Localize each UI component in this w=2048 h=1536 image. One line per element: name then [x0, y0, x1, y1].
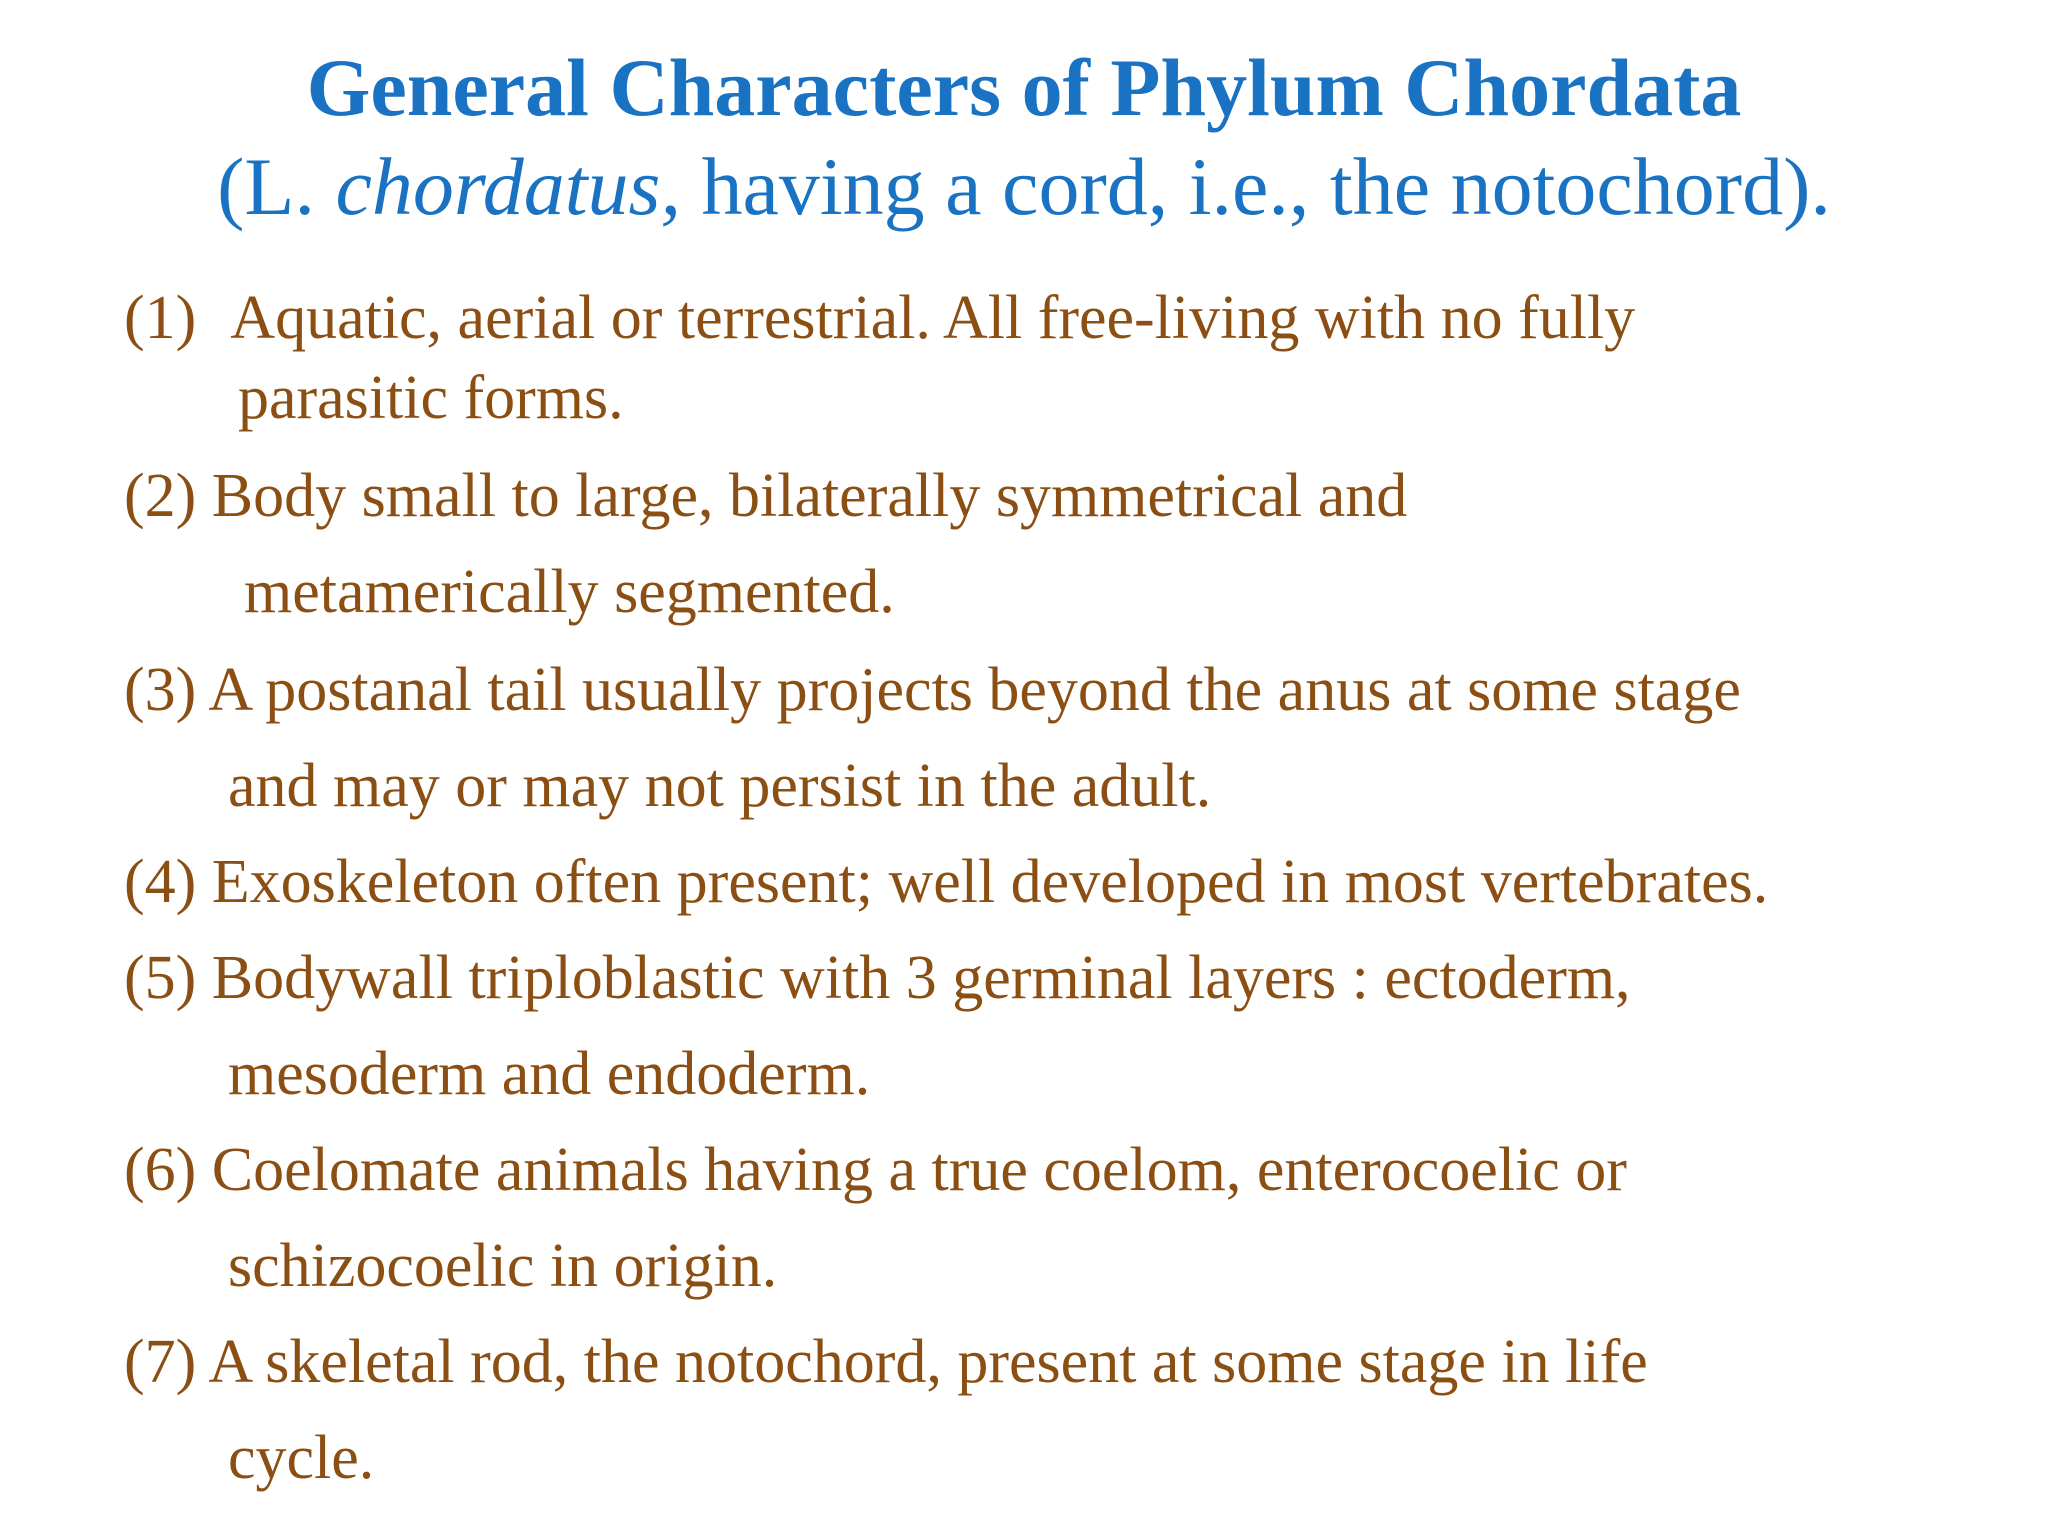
list-item-2-line-2: metamerically segmented. — [244, 558, 895, 626]
list-item-7-line-1 — [124, 1322, 1648, 1402]
list-item-text: Aquatic, aerial or terrestrial. All free-living with no fully — [230, 284, 1636, 352]
list-item-number: (5) — [124, 944, 197, 1012]
list-item-2-line-1 — [124, 456, 1407, 536]
list-item-number: (2) — [124, 462, 197, 530]
list-item-3-line-2: and may or may not persist in the adult. — [228, 752, 1212, 820]
list-item-text: Body small to large, bilaterally symmetrical and — [211, 462, 1408, 530]
list-item-text: A postanal tail usually projects beyond the anus at some stage — [208, 656, 1741, 724]
page-subtitle — [0, 132, 2048, 242]
list-item-3-line-1 — [124, 650, 1741, 730]
list-item-1-line-1 — [124, 278, 1635, 358]
list-item-5-line-2: mesoderm and endoderm. — [228, 1040, 871, 1108]
list-item-number: (4) — [124, 848, 197, 916]
subtitle-latin-term: chordatus, — [335, 141, 681, 232]
list-item-text: Exoskeleton often present; well developed in most vertebrates. — [211, 848, 1769, 916]
list-item-6-line-1 — [124, 1130, 1627, 1210]
list-item-number: (6) — [124, 1136, 197, 1204]
list-item-6-line-2: schizocoelic in origin. — [228, 1232, 778, 1300]
subtitle-rest: having a cord, i.e., the notochord). — [680, 141, 1831, 232]
subtitle-open: (L. — [217, 141, 336, 232]
list-item-number: (7) — [124, 1328, 197, 1396]
list-item-text: Bodywall triploblastic with 3 germinal layers : ectoderm, — [211, 944, 1631, 1012]
list-item-text: A skeletal rod, the notochord, present at some stage in life — [208, 1328, 1648, 1396]
list-item-number: (3) — [124, 656, 197, 724]
list-item-4-line-1 — [124, 842, 1768, 922]
list-item-1-line-2: parasitic forms. — [238, 364, 624, 432]
list-item-7-line-2: cycle. — [228, 1424, 375, 1492]
list-item-5-line-1 — [124, 938, 1631, 1018]
list-item-text: Coelomate animals having a true coelom, enterocoelic or — [211, 1136, 1627, 1204]
list-item-number: (1) — [124, 284, 197, 352]
page-title: General Characters of Phylum Chordata — [306, 42, 1742, 133]
